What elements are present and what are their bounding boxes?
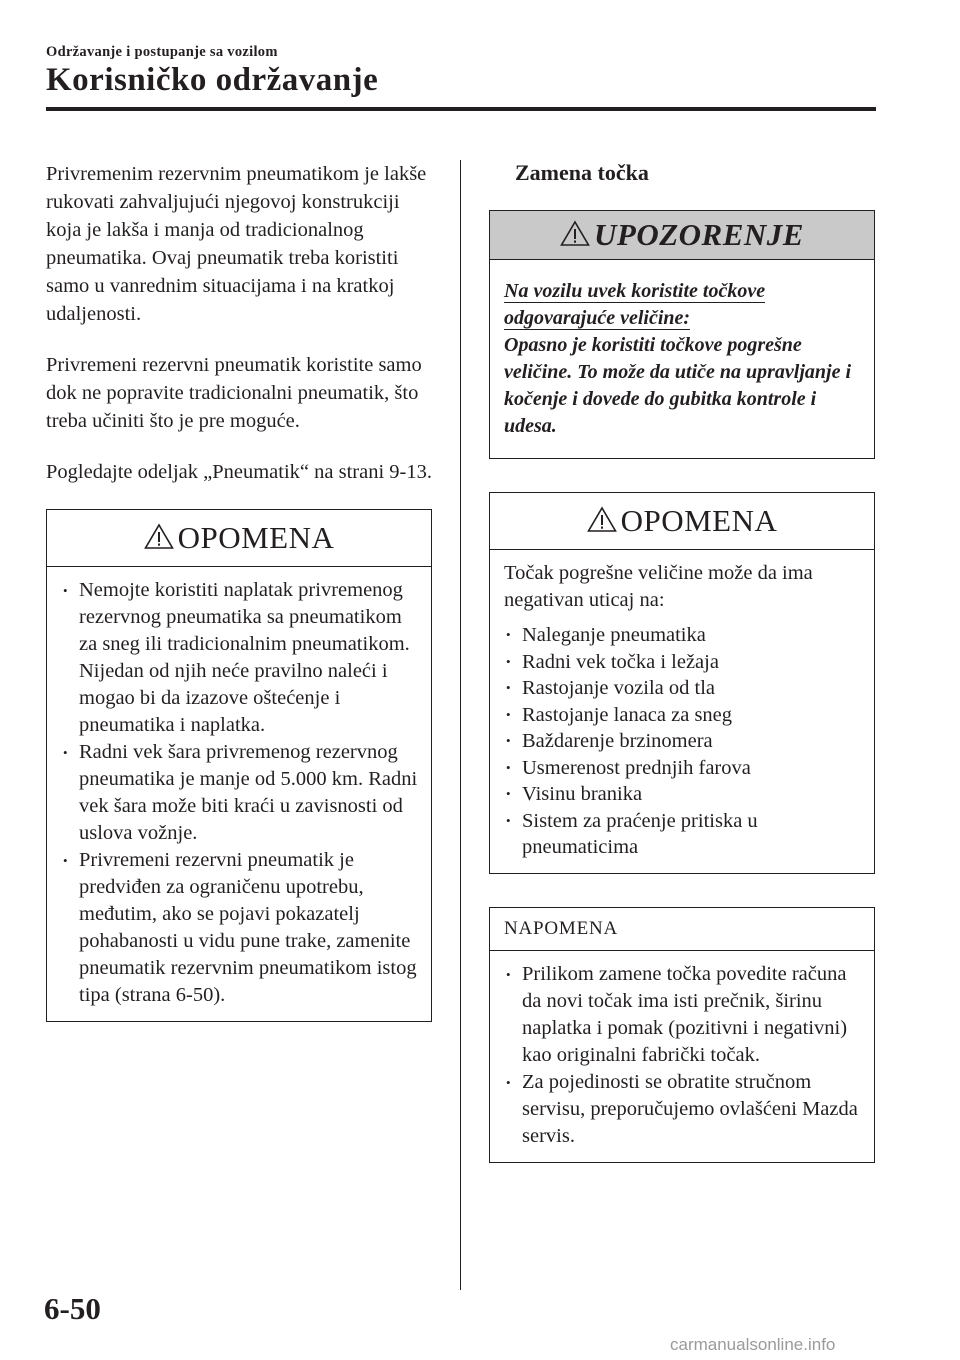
header-rule [46, 107, 876, 111]
caution-item: • Nemojte koristiti naplatak privremenog rezervnog pneumatika sa pneumatikom za sneg ili tradicionalnim pneumatikom. Nijedan od njih neće pravilno naleći i mogao bi da izazove oštećenje i pneumatika i naplatka. [61, 577, 419, 739]
caution-body [47, 567, 431, 1021]
caution-item: • Rastojanje lanaca za sneg [504, 702, 862, 729]
caution-item: • Radni vek šara privremenog rezervnog pneumatika je manje od 5.000 km. Radni vek šara može biti kraći u zavisnosti od uslova vožnje. [61, 739, 419, 847]
warning-text: Opasno je koristiti točkove pogrešne veličine. To može da utiče na upravljanje i kočenje i dovede do gubitka kontrole i udesa. [504, 334, 852, 437]
caution-item: • Baždarenje brzinomera [504, 728, 862, 755]
page-number: 6-50 [44, 1291, 101, 1326]
caution-intro: Točak pogrešne veličine može da ima negativan uticaj na: [504, 562, 813, 611]
caution-header [490, 493, 874, 550]
note-box [489, 907, 875, 1163]
caution-item: • Rastojanje vozila od tla [504, 675, 862, 702]
caution-item: • Naleganje pneumatika [504, 622, 862, 649]
note-item: • Za pojedinosti se obratite stručnom servisu, preporučujemo ovlašćeni Mazda servis. [504, 1069, 862, 1150]
watermark: carmanualsonline.info [670, 1335, 836, 1354]
note-item: • Prilikom zamene točka povedite računa da novi točak ima isti prečnik, širinu naplatka i pomak (pozitivni i negativni) kao originalni fabrički točak. [504, 961, 862, 1069]
caution-item: • Radni vek točka i ležaja [504, 649, 862, 676]
warning-box [489, 210, 875, 459]
caution-box-right [489, 492, 875, 874]
page-title: Korisničko održavanje [46, 62, 379, 98]
caution-title: OPOMENA [620, 503, 778, 538]
paragraph-temporary-use: Privremeni rezervni pneumatik koristite samo dok ne popravite tradicionalni pneumatik, što treba učiniti što je pre moguće. [46, 354, 422, 432]
paragraph-spare-tire: Privremenim rezervnim pneumatikom je lakše rukovati zahvaljujući njegovoj konstrukciji koja je lakša i manja od tradicionalnog pneumatika. Ovaj pneumatik treba koristiti samo u vanrednim situacijama i na kratkoj udaljenosti. [46, 163, 427, 325]
warning-lead: Na vozilu uvek koristite točkove odgovarajuće veličine: [504, 280, 766, 329]
note-header [490, 908, 874, 951]
caution-body [490, 550, 874, 873]
caution-item: • Visinu branika [504, 781, 862, 808]
warning-title: UPOZORENJE [594, 217, 804, 252]
caution-header [47, 510, 431, 567]
left-column [46, 160, 432, 1022]
note-body [490, 951, 874, 1162]
right-column [489, 160, 875, 1163]
column-divider [460, 160, 461, 1290]
warning-triangle-icon [560, 220, 590, 247]
paragraph-reference: Pogledajte odeljak „Pneumatik“ na strani 9-13. [46, 461, 432, 483]
warning-header [490, 211, 874, 260]
section-heading: Zamena točka [515, 160, 649, 185]
section-header: Održavanje i postupanje sa vozilom [46, 44, 278, 60]
warning-triangle-icon [144, 523, 174, 550]
warning-body [490, 260, 874, 458]
caution-item: • Sistem za praćenje pritiska u pneumaticima [504, 808, 862, 861]
caution-item: • Usmerenost prednjih farova [504, 755, 862, 782]
caution-box-left [46, 509, 432, 1022]
caution-title: OPOMENA [177, 520, 335, 555]
note-title: NAPOMENA [504, 917, 619, 939]
warning-triangle-icon [587, 506, 617, 533]
caution-item: • Privremeni rezervni pneumatik je predviđen za ograničenu upotrebu, međutim, ako se pojavi pokazatelj pohabanosti u vidu pune trake, zamenite pneumatik rezervnim pneumatikom istog tipa (strana 6-50). [61, 847, 419, 1009]
